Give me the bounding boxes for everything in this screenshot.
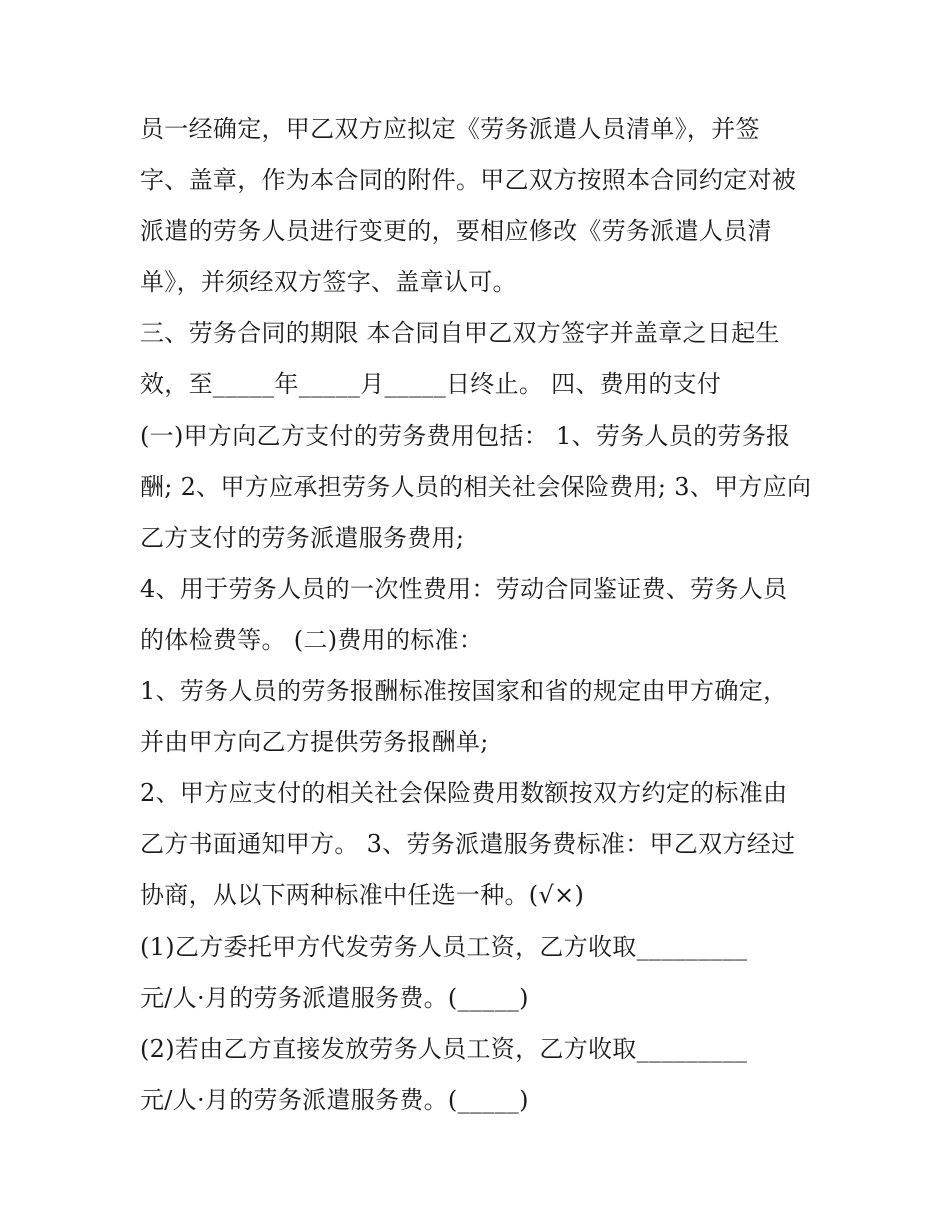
text-line: 乙方支付的劳务派遣服务费用; — [140, 523, 465, 552]
text-line: 派遣的劳务人员进行变更的，要相应修改《劳务派遣人员清 — [140, 217, 772, 246]
text-line: 的体检费等。 (二)费用的标准： — [140, 625, 484, 654]
contract-text-body — [140, 104, 830, 1126]
text-line: 并由甲方向乙方提供劳务报酬单; — [140, 728, 489, 757]
text-line: 字、盖章，作为本合同的附件。甲乙双方按照本合同约定对被 — [140, 166, 797, 195]
text-line: 酬; 2、甲方应承担劳务人员的相关社会保险费用; 3、甲方应向 — [140, 472, 812, 501]
text-line: 效，至_____年_____月_____日终止。 四、费用的支付 — [140, 370, 722, 399]
text-line: 乙方书面通知甲方。 3、劳务派遣服务费标准：甲乙双方经过 — [140, 830, 796, 859]
text-line: 单》，并须经双方签字、盖章认可。 — [140, 268, 517, 297]
section-heading-term-line: 三、劳务合同的期限 本合同自甲乙双方签字并盖章之日起生 — [140, 319, 780, 348]
text-line: 2、甲方应支付的相关社会保险费用数额按双方约定的标准由 — [140, 779, 788, 808]
text-line: (一)甲方向乙方支付的劳务费用包括： 1、劳务人员的劳务报 — [140, 421, 791, 450]
option-2-fee-line: 元/人·月的劳务派遣服务费。(_____) — [140, 1085, 529, 1114]
option-1-fee-line: 元/人·月的劳务派遣服务费。(_____) — [140, 983, 529, 1012]
text-line: 员一经确定，甲乙双方应拟定《劳务派遣人员清单》，并签 — [140, 115, 760, 143]
text-line: 4、用于劳务人员的一次性费用：劳动合同鉴证费、劳务人员 — [140, 574, 788, 603]
text-line: 协商，从以下两种标准中任选一种。(√×) — [140, 881, 585, 910]
text-line: 1、劳务人员的劳务报酬标准按国家和省的规定由甲方确定， — [140, 677, 788, 706]
option-1-line: (1)乙方委托甲方代发劳务人员工资，乙方收取_________ — [140, 932, 748, 961]
option-2-line: (2)若由乙方直接发放劳务人员工资，乙方收取_________ — [140, 1034, 748, 1063]
